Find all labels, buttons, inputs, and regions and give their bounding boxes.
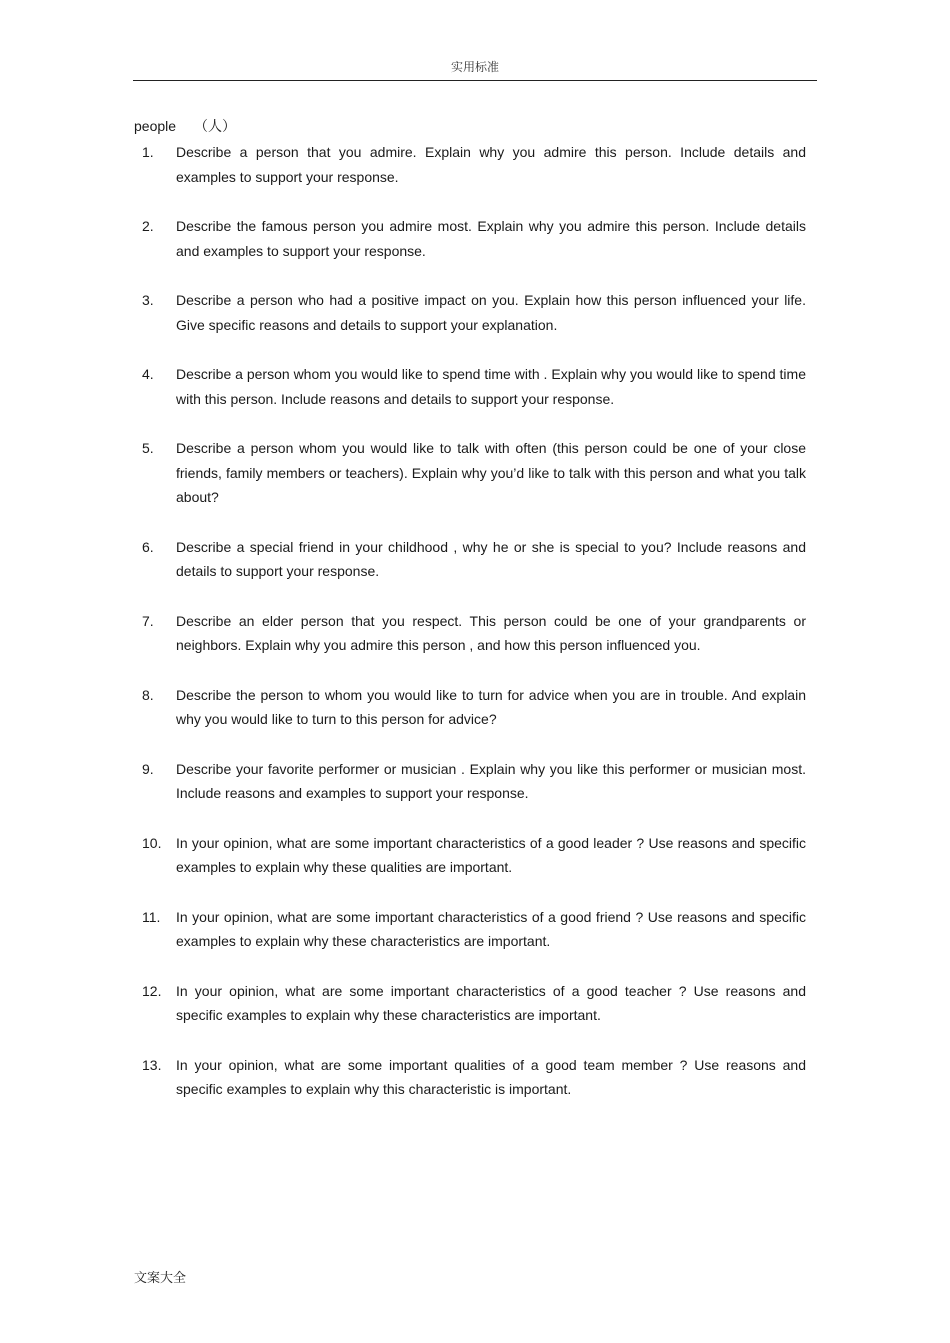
question-item [142, 683, 806, 732]
question-number: 8. [142, 686, 154, 703]
question-text: Describe a person whom you would like to talk with often (this person could be one of your close friends, family members or teachers). Explain why you’d like to talk with this person and what you talk about? [176, 440, 806, 505]
question-item [142, 535, 806, 584]
question-item [142, 831, 806, 880]
page-footer: 文案大全 [134, 1271, 187, 1286]
question-number: 7. [142, 612, 154, 629]
question-text: Describe a special friend in your childhood , why he or she is special to you? Include reasons and details to support your response. [176, 538, 806, 579]
question-number: 12. [142, 982, 162, 999]
section-title-english: people [134, 118, 177, 134]
question-text: Describe the famous person you admire most. Explain why you admire this person. Include details and examples to support your response. [176, 218, 806, 259]
question-number: 11. [142, 908, 161, 925]
section-title [134, 116, 236, 136]
question-text: In your opinion, what are some important characteristics of a good leader ? Use reasons and specific examples to explain why these qualities are important. [176, 834, 806, 875]
question-number: 9. [142, 760, 154, 777]
section-title-chinese: （人） [194, 119, 237, 135]
question-item [142, 1053, 806, 1102]
question-text: Describe the person to whom you would like to turn for advice when you are in trouble. And explain why you would like to turn to this person for advice? [176, 686, 806, 727]
question-text: Describe a person that you admire. Explain why you admire this person. Include details and examples to support your response. [176, 144, 806, 185]
question-text: Describe an elder person that you respect. This person could be one of your grandparents or neighbors. Explain why you admire this person , and how this person influenced you. [176, 612, 806, 653]
question-list [142, 140, 806, 1127]
question-text: Describe a person whom you would like to spend time with . Explain why you would like to spend time with this person. Include reasons and details to support your response. [176, 366, 806, 407]
question-text: In your opinion, what are some important characteristics of a good teacher ? Use reasons and specific examples to explain why these characteristics are important. [176, 982, 806, 1023]
question-number: 4. [142, 366, 154, 382]
question-item [142, 214, 806, 263]
question-number: 6. [142, 538, 154, 555]
question-item [142, 905, 806, 954]
question-number: 13. [142, 1056, 162, 1073]
question-item [142, 362, 806, 411]
question-text: In your opinion, what are some important characteristics of a good friend ? Use reasons and specific examples to explain why these characteristics are important. [176, 908, 806, 949]
question-number: 10. [142, 834, 162, 851]
question-item [142, 757, 806, 806]
question-item [142, 609, 806, 658]
question-item [142, 288, 806, 337]
question-text: In your opinion, what are some important qualities of a good team member ? Use reasons and specific examples to explain why this characteristic is important. [176, 1056, 806, 1097]
question-text: Describe a person who had a positive impact on you. Explain how this person influenced your life. Give specific reasons and details to support your explanation. [176, 292, 806, 333]
header-divider [133, 80, 817, 81]
question-text: Describe your favorite performer or musician . Explain why you like this performer or musician most. Include reasons and examples to support your response. [176, 760, 806, 801]
question-item [142, 140, 806, 189]
question-number: 5. [142, 440, 154, 456]
question-number: 1. [142, 144, 154, 160]
question-item [142, 979, 806, 1028]
page-header: 实用标准 [450, 60, 499, 74]
question-number: 2. [142, 218, 154, 234]
question-item [142, 436, 806, 510]
question-number: 3. [142, 292, 154, 308]
